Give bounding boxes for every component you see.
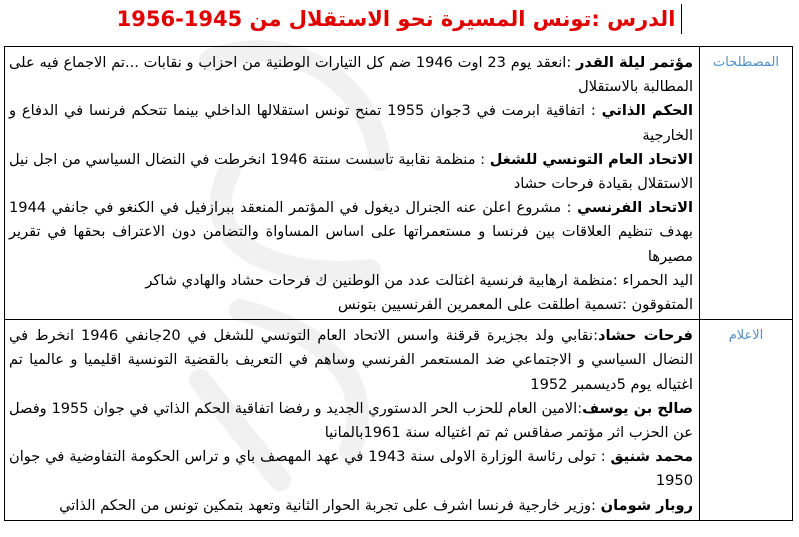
lesson-table	[4, 46, 793, 521]
section-row-figures	[5, 320, 793, 521]
lesson-title-bar	[0, 4, 799, 38]
entry-separator: :	[577, 399, 583, 417]
entry-term: الحكم الذاتي	[601, 102, 693, 120]
entry-term: مؤتمر ليلة القدر	[576, 54, 694, 71]
entry-term: الاتحاد الفرنسي	[577, 199, 693, 217]
entry-text: انعقد يوم 23 اوت 1946 ضم كل التيارات الوطنية من احزاب و نقابات ...تم الاجماع فيه على المطالبة بالاستقلال	[9, 54, 693, 96]
entry-separator: :	[593, 327, 599, 345]
entry-term: صالح بن يوسف	[582, 399, 693, 417]
entry	[9, 148, 693, 196]
entry-separator: :	[595, 448, 611, 466]
entry	[9, 445, 693, 493]
entry-separator: :	[566, 54, 576, 71]
entry	[9, 293, 693, 317]
entry-term: محمد شنيق	[610, 448, 693, 466]
entry-text: مشروع اعلن عنه الجنرال ديغول في المؤتمر المنعقد ببرازفيل في الكنغو في جانفي 1944 بهدف تنظيم العلاقات بين فرنسا و مستعمراتها على اساس المساواة والتضامن دون الاعتراف بحقها في تقرير مصيرها	[9, 199, 693, 265]
entry-text: اليد الحمراء :منظمة ارهابية فرنسية اغتالت عدد من الوطنين ك فرحات حشاد والهادي شاكر	[145, 271, 693, 289]
entry	[9, 51, 693, 99]
entry-text: نقابي ولد بجزيرة قرقنة واسس الاتحاد العام التونسي للشغل في 20جانفي 1946 انخرط في النضال السياسي و الاجتماعي ضد المستعمر الفرنسي وساهم في التعريف بالقضية التونسية اقليميا و عالميا تم اغتياله يوم 5ديسمبر 1952	[9, 327, 693, 393]
lesson-title: الدرس :تونس المسيرة نحو الاستقلال من 1945-1956	[117, 4, 683, 34]
section-body	[5, 320, 700, 521]
entry	[9, 397, 693, 445]
entry-text: الامين العام للحزب الحر الدستوري الجديد و رفضا اتفاقية الحكم الذاتي في جوان 1955 وفصل عن الحزب اثر مؤتمر صفاقس ثم تم اغتياله سنة 1961بالمانيا	[9, 399, 693, 442]
entry-text: منظمة نقابية تاسست سنتة 1946 انخرطت في النضال السياسي من اجل نيل الاستقلال بقيادة فرحات حشاد	[9, 150, 693, 193]
entry-text: وزير خارجية فرنسا اشرف على تجربة الحوار الثانية وتعهد بتمكين تونس من الحكم الذاتي	[59, 496, 592, 514]
entry	[9, 99, 693, 147]
entry	[9, 269, 693, 293]
section-body	[5, 47, 700, 320]
entry-text: تولى رئاسة الوزارة الاولى سنة 1943 في عهد المهصف باي و تراس الحكومة التفاوضية في جوان 1950	[9, 448, 693, 490]
entry	[9, 196, 693, 269]
entry	[9, 494, 693, 518]
entry-separator: :	[561, 199, 578, 217]
entry-term: فرحات حشاد	[598, 327, 693, 345]
entry-text: المتفوقون :تسمية اطلقت على المعمرين الفرنسيين بتونس	[337, 296, 693, 314]
entry-text: اتفاقية ابرمت في 3جوان 1955 تمنح تونس استقلالها الداخلي بينما تتحكم فرنسا في الدفاع و الخارجية	[9, 102, 693, 144]
section-heading: المصطلحات	[700, 47, 793, 320]
entry-separator: :	[584, 102, 602, 120]
entry-separator: :	[475, 150, 490, 168]
section-heading: الاعلام	[700, 320, 793, 521]
entry-term: الاتحاد العام التونسي للشغل	[489, 150, 693, 168]
entry-term: روبار شومان	[600, 496, 693, 514]
section-row-terms	[5, 47, 793, 320]
entry	[9, 324, 693, 397]
entry-separator: :	[591, 496, 601, 514]
